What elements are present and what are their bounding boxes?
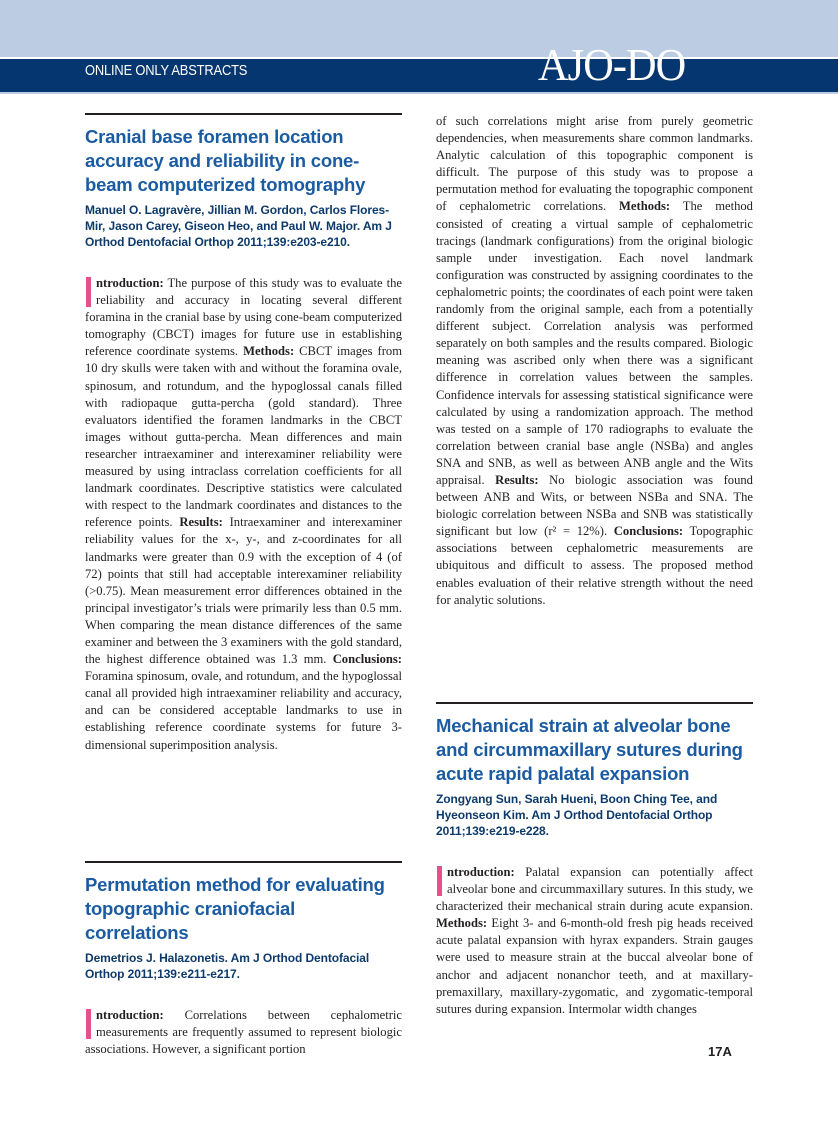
- text-results: Intraexaminer and interexaminer reliability values for the x-, y-, and z-coordinates for all landmarks were greater than 0.9 with the exception of 4 (of 72) points that still had acceptable interexaminer reliability (>0.75). Mean measurement error differences obtained in the principal investigator’s trials were primarily less than 0.5 mm. When comparing the mean distance differences of the same examiner and between the 3 examiners with the gold standard, the highest difference obtained was 1.3 mm.: [85, 515, 402, 667]
- article-abstract: [436, 864, 753, 1018]
- label-introduction: ntroduction:: [96, 276, 164, 290]
- text-methods: CBCT images from 10 dry skulls were taken with and without the foramina ovale, spinosum, and rotundum, and the hypoglossal canals filled with radiopaque gutta-percha (gold standard). Three evaluators identified the foramen landmarks in the CBCT images without gutta-percha. Mean differences and main researcher intraexaminer and interexaminer reliability were measured by using intraclass correlation coefficients for all landmark coordinates. Descriptive statistics were calculated with respect to the landmark coordinates and distances to the reference points.: [85, 344, 402, 530]
- page-number: 17A: [708, 1044, 732, 1059]
- right-column: [436, 113, 753, 1016]
- header-bottom-line: [0, 92, 838, 94]
- article-title: Permutation method for evaluating topographic craniofacial correlations: [85, 874, 385, 943]
- section-label: ONLINE ONLY ABSTRACTS: [85, 62, 248, 79]
- article-2: [85, 861, 402, 1058]
- article-title: Mechanical strain at alveolar bone and circummaxillary sutures during acute rapid palatal expansion: [436, 715, 743, 784]
- text-results: No biologic association was found between ANB and Wits, or between NSBa and SNA. The biologic correlation between NSBa and SNB was statistically significant but low (r² = 12%).: [436, 472, 753, 539]
- text-introduction: The purpose of this study was to evaluate the reliability and accuracy in locating several different foramina in the cranial base by using cone-beam computerized tomography (CBCT) images for future use in establishing reference coordinate systems.: [85, 276, 402, 359]
- article-authors: Demetrios J. Halazonetis. Am J Orthod Dentofacial Orthop 2011;139:e211-e217.: [85, 951, 370, 981]
- article-1: [85, 113, 402, 754]
- dropcap-i: [85, 1009, 93, 1041]
- article-authors: Manuel O. Lagravère, Jillian M. Gordon, Carlos Flores-Mir, Jason Carey, Giseon Heo, and Paul W. Major. Am J Orthod Dentofacial Orthop 2011;139:e203-e210.: [85, 203, 392, 249]
- article-abstract-part-1: [85, 1007, 402, 1058]
- text-introduction: Correlations between cephalometric measurements are frequently assumed to represent biologic associations. However, a significant portion: [85, 1008, 402, 1057]
- text-methods: The method consisted of creating a virtual sample of cephalometric tracings (landmark configurations) from the original biologic sample under investigation. Each novel landmark configuration was constructed by assigning coordinates to the cephalometric points; the coordinates of each point were taken randomly from the original sample, each from a potentially different subject. Correlation analysis was performed separately on both samples and the results compared. Biologic meaning was ascribed only when there was a significant difference in correlation values between the samples. Confidence intervals for assessing statistical significance were calculated by using a randomization approach. The method was tested on a sample of 170 radiographs to evaluate the correlation between cranial base angle (NSBa) and angles SNA and SNB, as well as between ANB angle and the Wits appraisal.: [436, 199, 753, 487]
- text-conclusions: Foramina spinosum, ovale, and rotundum, and the hypoglossal canal all provided high intraexaminer reliability and accuracy, and can be considered acceptable landmarks to use in establishing reference coordinate systems for future 3-dimensional superimposition analysis.: [85, 669, 402, 752]
- label-introduction: ntroduction:: [447, 865, 515, 879]
- label-methods: Methods:: [436, 916, 488, 931]
- text-methods: Eight 3- and 6-month-old fresh pig heads received acute palatal expansion with hyrax expanders. Strain gauges were used to measure strain at the buccal alveolar bone of anchor and adjacent nonanchor teeth, and at maxillary-premaxillary, maxillary-zygomatic, and zygomatic-temporal sutures during expansion. Intermolar width changes: [436, 916, 753, 1016]
- dropcap-i: [85, 277, 93, 309]
- article-authors: Zongyang Sun, Sarah Hueni, Boon Ching Tee, and Hyeonseon Kim. Am J Orthod Dentofacial Orthop 2011;139:e219-e228.: [436, 792, 718, 838]
- label-methods: Methods:: [619, 199, 671, 214]
- dropcap-i: [436, 866, 444, 898]
- left-column: [85, 113, 402, 1057]
- article-abstract: [85, 275, 402, 754]
- text-introduction-cont: of such correlations might arise from purely geometric dependencies, when measurements share common landmarks. Analytic calculation of this topographic component is difficult. The purpose of this study was to propose a permutation method for evaluating the topographic component of cephalometric correlations.: [436, 114, 753, 214]
- label-conclusions: Conclusions:: [613, 524, 684, 539]
- article-rule: [436, 702, 753, 704]
- header-top-band: [0, 0, 838, 57]
- label-introduction: ntroduction:: [96, 1008, 164, 1022]
- article-2-abstract-part-2: [436, 113, 753, 609]
- text-conclusions: Topographic associations between cephalometric measurements are ubiquitous and difficult to assess. The proposed method enables evaluation of their relative strength without the need for analytic solutions.: [436, 524, 753, 607]
- article-3: [436, 702, 753, 1018]
- label-methods: Methods:: [243, 344, 295, 359]
- label-results: Results:: [495, 472, 539, 487]
- label-conclusions: Conclusions:: [332, 652, 402, 667]
- article-title: Cranial base foramen location accuracy and reliability in cone-beam computerized tomography: [85, 126, 366, 195]
- journal-logo: AJO-DO: [538, 39, 686, 90]
- article-rule: [85, 861, 402, 863]
- article-rule: [85, 113, 402, 115]
- label-results: Results:: [179, 515, 223, 530]
- text-introduction: Palatal expansion can potentially affect alveolar bone and circummaxillary sutures. In this study, we characterized their mechanical strain during acute expansion.: [436, 865, 753, 914]
